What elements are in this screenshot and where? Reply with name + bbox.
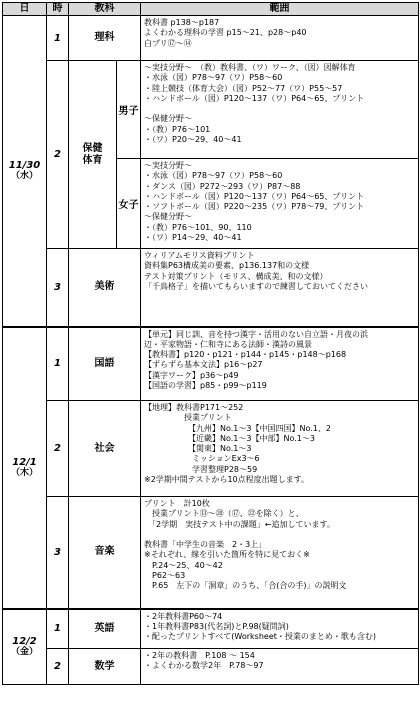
- range-cell: [141, 609, 419, 649]
- day-cell-2: [3, 327, 47, 609]
- period-cell: 1: [47, 16, 69, 61]
- range-cell: [141, 249, 419, 327]
- range-line: 「千鳥格子」を描いてもらいますので練習しておいてください: [144, 281, 368, 291]
- range-line: 辺・平家物語・仁和寺にある法師・漢詩の風景: [144, 339, 312, 349]
- header-range: 範囲: [141, 3, 419, 16]
- row-pe-boys: [3, 61, 419, 159]
- range-line: ～実技分野～ （教）教科書、（ワ）ワーク、（図）図解体育: [144, 63, 356, 72]
- range-line: 【ずらずら基本文法】p16～p27: [144, 360, 263, 370]
- range-line: 教科書「中学生の音楽 2・3上」: [144, 540, 267, 550]
- period-cell: 3: [47, 497, 69, 609]
- range-cell: [141, 16, 419, 61]
- row-music: [3, 497, 419, 609]
- range-line: P.24～25、40～42: [144, 560, 223, 570]
- range-line: 【関東】No.1～3: [144, 444, 252, 454]
- range-line: 「2学期 実技テスト中の課題」←追加しています。: [144, 519, 335, 529]
- range-line: ・水泳（図）P78～97（ワ）P58～60: [144, 73, 283, 83]
- range-line: ウィリアムモリス資料プリント: [144, 251, 255, 260]
- period-cell: 3: [47, 249, 69, 327]
- row-japanese: [3, 327, 419, 401]
- range-line: よくわかる理科の学習 p15～21、p28～p40: [144, 28, 307, 38]
- day-cell-1: [3, 16, 47, 327]
- range-line: ・ソフトボール（図）P220～235（ワ）P78～79、プリント: [144, 202, 365, 212]
- range-line: 【九州】No.1～3【中国四国】No.1、2: [144, 423, 331, 433]
- range-cell-boys: [141, 61, 419, 159]
- range-line: 教科書 p138～p187: [144, 18, 220, 27]
- period-cell: 2: [47, 401, 69, 497]
- subject-cell: 美術: [69, 249, 141, 327]
- range-line: ・ダンス（図）P272～293（ワ）P87～88: [144, 181, 301, 191]
- range-line: 【教科書】p120・p121・p144・p145・p148～p168: [144, 350, 347, 360]
- range-line: ・（教）P76～101、90、110: [144, 222, 252, 232]
- range-line: [144, 530, 415, 540]
- girls-label: 女子: [117, 159, 141, 249]
- range-cell: [141, 401, 419, 497]
- subject-cell: 理科: [69, 16, 141, 61]
- day-cell-3: [3, 609, 47, 685]
- range-line: 授業プリント: [144, 413, 232, 423]
- subject-cell: 英語: [69, 609, 141, 649]
- range-line: 【地理】教科書P171～252: [144, 403, 244, 412]
- day-date: 12/1: [12, 456, 37, 468]
- exam-range-table: [2, 2, 419, 685]
- row-math: [3, 649, 419, 685]
- row-social: [3, 401, 419, 497]
- header-row: [3, 3, 419, 16]
- range-line: ・2年の教科書 P.108 ～ 154: [144, 651, 255, 660]
- range-line: 【単元】同じ訓、音を持つ漢字・活用のない自立語・月夜の浜: [144, 329, 368, 339]
- range-line: ～実技分野～: [144, 161, 192, 170]
- range-line: ※それぞれ、線を引いた箇所を特に見ておく※: [144, 550, 310, 560]
- range-cell: [141, 497, 419, 609]
- range-line: ～保健分野～: [144, 212, 192, 222]
- range-line: プリント 計10枚: [144, 499, 210, 508]
- day-date: 11/30: [8, 159, 41, 171]
- period-cell: 1: [47, 609, 69, 649]
- period-cell: 2: [47, 649, 69, 685]
- range-line: 白プリ⑰～⑭: [144, 38, 192, 48]
- day-of-week: （水）: [10, 170, 38, 181]
- range-line: [144, 104, 415, 114]
- day-of-week: （木）: [10, 467, 38, 478]
- range-line: 資料集P63構成美の要素、p136.137和の文様: [144, 261, 310, 271]
- range-line: P.65 左下の「洞章」のうち、「合(合の手)」の説明文: [144, 581, 347, 591]
- header-period: 時: [47, 3, 69, 16]
- range-line: ・よくわかる数学2年 P.78～97: [144, 661, 264, 671]
- range-line: ・（ワ）P20～29、40～41: [144, 135, 242, 145]
- range-line: ・ハンドボール（図）P120～137（ワ）P64～65、プリント: [144, 93, 365, 103]
- range-line: 授業プリント⑬～⑳（⑰、㉒を除く）と、: [144, 509, 304, 519]
- row-art: [3, 249, 419, 327]
- range-line: ミッションEx3～6: [144, 454, 260, 464]
- row-science: [3, 16, 419, 61]
- range-line: ・2年教科書P60～74: [144, 611, 223, 621]
- range-line: 【国語の学習】p85・p99～p119: [144, 380, 267, 390]
- range-line: ・（教）P76～101: [144, 124, 211, 134]
- period-cell: 1: [47, 327, 69, 401]
- range-line: 学習整理P28～59: [144, 464, 258, 474]
- period-cell: 2: [47, 61, 69, 249]
- range-cell-girls: [141, 159, 419, 249]
- subject-cell: 音楽: [69, 497, 141, 609]
- range-cell: [141, 327, 419, 401]
- row-english: [3, 609, 419, 649]
- range-line: ・ハンドボール（図）P120～137（ワ）P64～65、プリント: [144, 191, 365, 201]
- subject-cell: 数学: [69, 649, 141, 685]
- range-line: ・陸上競技（体育大会）（図）P52～77（ワ）P55～57: [144, 83, 343, 93]
- range-line: ※2学期中間テストから10点程度出題します。: [144, 475, 310, 485]
- range-line: テスト対策プリント（モリス、構成美、和の文様）: [144, 271, 328, 281]
- range-line: ・1年教科書P83(代名詞)とP.98(疑問詞): [144, 621, 289, 631]
- range-cell: [141, 649, 419, 685]
- boys-label: 男子: [117, 61, 141, 159]
- range-line: 【漢字ワーク】p36～p49: [144, 370, 239, 380]
- header-day: 日: [3, 3, 47, 16]
- day-of-week: （金）: [10, 646, 38, 657]
- header-subject: 教科: [69, 3, 141, 16]
- subject-cell: 社会: [69, 401, 141, 497]
- range-line: 【近畿】No.1～3【中部】No.1～3: [144, 433, 315, 443]
- subject-cell: 国語: [69, 327, 141, 401]
- range-line: P62～63: [144, 571, 186, 581]
- subject-cell: 保健 体育: [69, 61, 117, 249]
- range-line: ～保健分野～: [144, 114, 192, 124]
- day-date: 12/2: [12, 635, 37, 647]
- range-line: ・（ワ）P14～29、40～41: [144, 233, 242, 243]
- range-line: ・配ったプリントすべて(Worksheet・授業のまとめ・歌も含む): [144, 632, 376, 642]
- range-line: ・水泳（図）P78～97（ワ）P58～60: [144, 171, 283, 181]
